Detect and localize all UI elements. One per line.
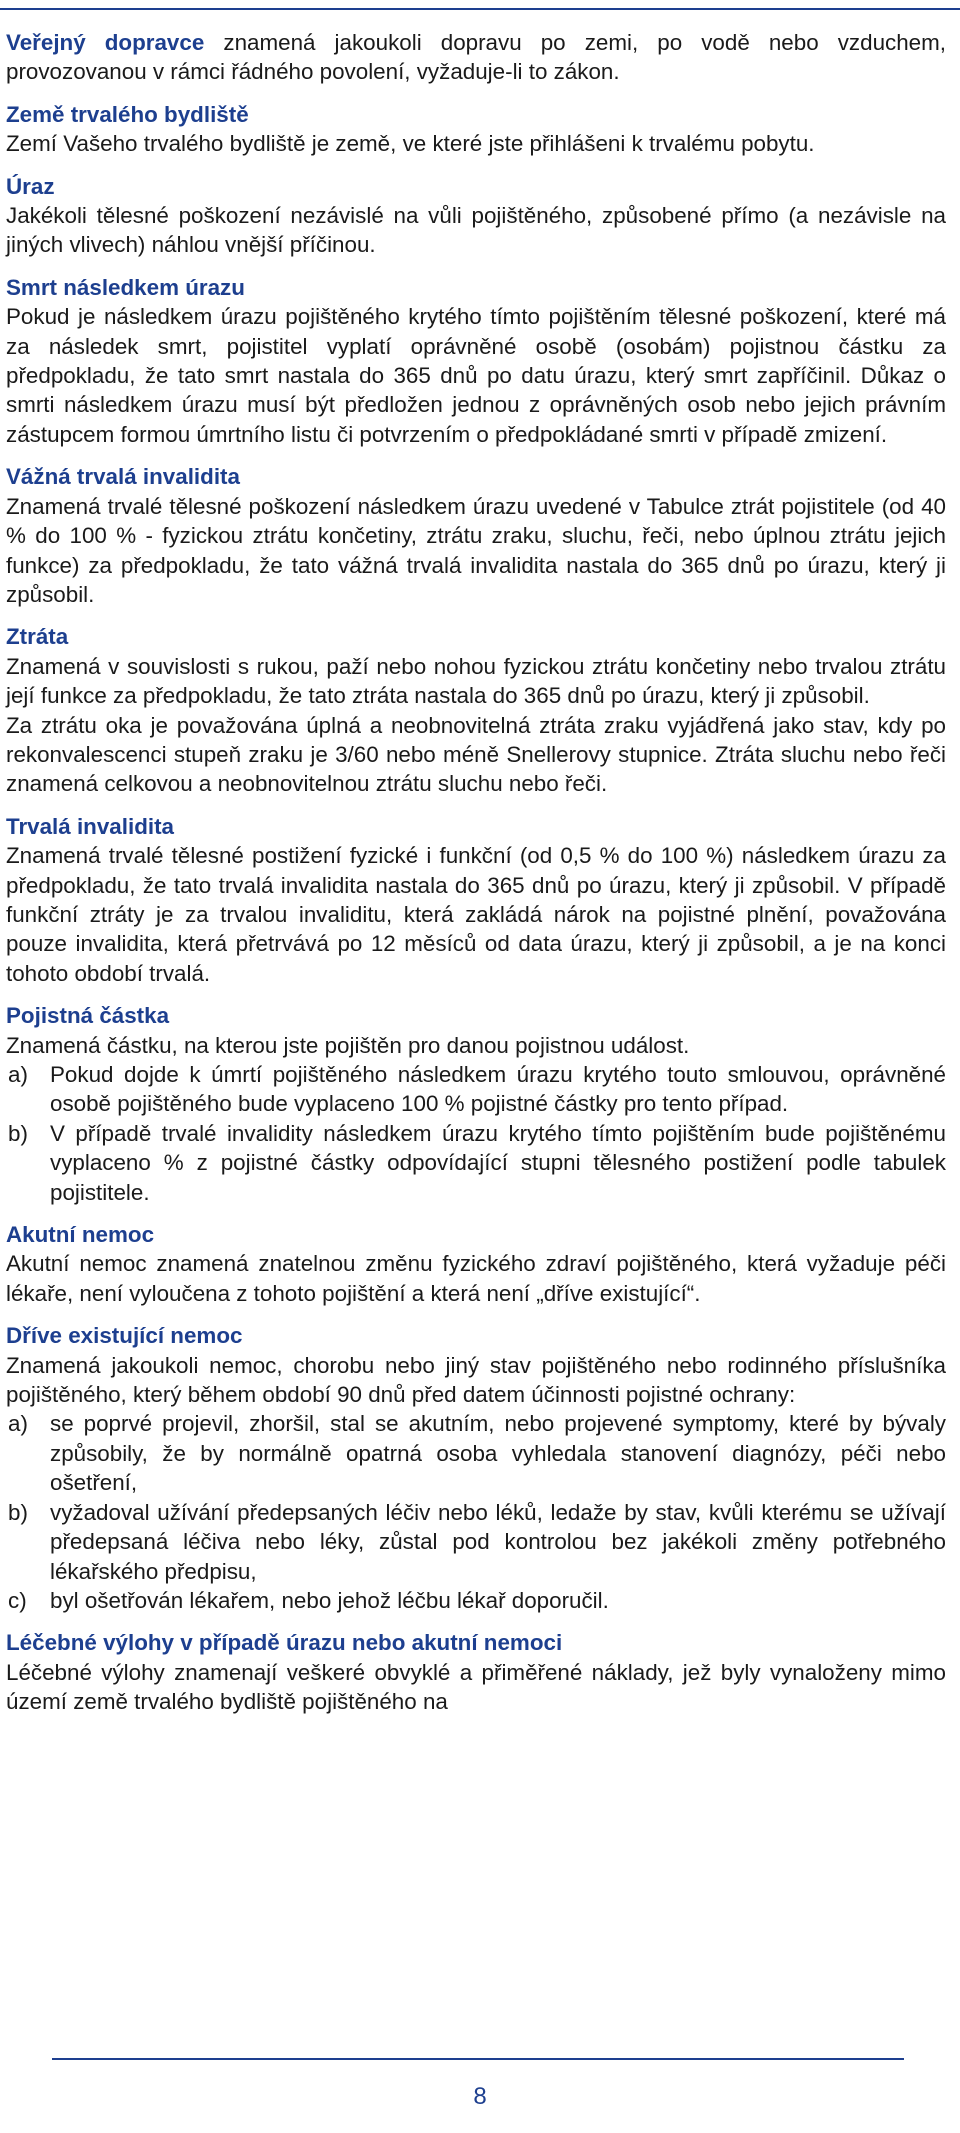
definition-list xyxy=(6,1060,946,1207)
section-uraz xyxy=(6,172,946,260)
section-verejny-dopravce xyxy=(6,28,946,87)
section-akutni-nemoc xyxy=(6,1220,946,1308)
section-paragraph: Za ztrátu oka je považována úplná a neobnovitelná ztráta zraku vyjádřená jako stav, kdy po rekonvalescenci stupeň zraku je 3/60 nebo méně Snellerovy stupnice. Ztráta sluchu nebo řeči znamená celkovou a neobnovitelnou ztrátu sluchu nebo řeči. xyxy=(6,712,946,797)
list-marker: b) xyxy=(8,1120,28,1146)
section-smrt-nasledkem-urazu xyxy=(6,273,946,449)
section-drive-existujici-nemoc xyxy=(6,1321,946,1615)
list-item: a) Pokud dojde k úmrtí pojištěného následkem úrazu krytého touto smlouvou, oprávněné osobě pojištěného bude vyplaceno 100 % pojistné částky pro tento případ. xyxy=(8,1062,946,1117)
list-marker: b) xyxy=(8,1499,28,1525)
section-paragraph: Zemí Vašeho trvalého bydliště je země, ve které jste přihlášeni k trvalému pobytu. xyxy=(6,131,815,157)
footer-rule xyxy=(52,2058,904,2060)
section-heading: Smrt následkem úrazu xyxy=(6,274,245,300)
section-ztrata xyxy=(6,622,946,798)
section-paragraph: Znamená trvalé tělesné poškození následkem úrazu uvedené v Tabulce ztrát pojistitele (od 40 % do 100 % - fyzickou ztrátu končetiny, ztrátu zraku, sluchu, řeči, nebo úplnou ztrátu jejich funkce) za předpokladu, že tato vážná trvalá invalidita nastala do 365 dnů po úrazu, který ji způsobil. xyxy=(6,493,946,607)
section-paragraph: Jakékoli tělesné poškození nezávislé na vůli pojištěného, způsobené přímo (a nezávisle na jiných vlivech) náhlou vnější příčinou. xyxy=(6,203,946,258)
page-number: 8 xyxy=(473,2083,487,2110)
section-paragraph: Znamená částku, na kterou jste pojištěn pro danou pojistnou událost. xyxy=(6,1032,690,1058)
list-item: b) V případě trvalé invalidity následkem úrazu krytého tímto pojištěním bude pojištěnému vyplaceno % z pojistné částky odpovídající stupni tělesného postižení podle tabulek pojistitele. xyxy=(8,1120,946,1205)
section-heading: Trvalá invalidita xyxy=(6,813,175,839)
section-paragraph: Akutní nemoc znamená znatelnou změnu fyzického zdraví pojištěného, která vyžaduje péči lékaře, není vyloučena z tohoto pojištění a která není „dříve existující“. xyxy=(6,1251,946,1306)
section-paragraph: Znamená trvalé tělesné postižení fyzické i funkční (od 0,5 % do 100 %) následkem úrazu za předpokladu, že tato trvalá invalidita nastala do 365 dnů po úrazu, který ji způsobil. V případě funkční ztráty je za trvalou invaliditu, která zakládá nárok na pojistné plnění, považována pouze invalidita, která přetrvává po 12 měsíců od data úrazu, který ji způsobil, a je na konci tohoto období trvalá. xyxy=(6,843,946,986)
section-heading: Pojistná částka xyxy=(6,1003,170,1029)
section-heading: Léčebné výlohy v případě úrazu nebo akutní nemoci xyxy=(6,1630,563,1656)
section-paragraph: Veřejný dopravce znamená jakoukoli dopravu po zemi, po vodě nebo vzduchem, provozovanou v rámci řádného povolení, vyžaduje-li to zákon. xyxy=(6,30,946,85)
top-rule xyxy=(0,8,960,10)
section-heading: Veřejný dopravce xyxy=(6,30,205,55)
section-pojistna-castka xyxy=(6,1001,946,1207)
list-marker: a) xyxy=(8,1062,28,1087)
section-trvala-invalidita xyxy=(6,812,946,988)
section-paragraph: Léčebné výlohy znamenají veškeré obvyklé a přiměřené náklady, jež byly vynaloženy mimo území země trvalého bydliště pojištěného na xyxy=(6,1659,946,1715)
section-paragraph: Pokud je následkem úrazu pojištěného krytého tímto pojištěním tělesné poškození, které má za následek smrt, pojistitel vyplatí oprávněné osobě (osobám) pojistnou částku za předpokladu, že tato smrt nastala do 365 dnů po datu úrazu, který smrt zapříčinil. Důkaz o smrti následkem úrazu musí být předložen jednou z oprávněných osob nebo jejich právním zástupcem formou úmrtního listu či potvrzením o předpokládané smrti v případě zmizení. xyxy=(6,304,946,447)
section-paragraph: Znamená v souvislosti s rukou, paží nebo nohou fyzickou ztrátu končetiny nebo trvalou ztrátu její funkce za předpokladu, že tato ztráta nastala do 365 dnů po úrazu, který ji způsobil. xyxy=(6,653,946,709)
list-item: c) byl ošetřován lékařem, nebo jehož léčbu lékař doporučil. xyxy=(6,1586,946,1615)
section-paragraph: Znamená jakoukoli nemoc, chorobu nebo jiný stav pojištěného nebo rodinného příslušníka pojištěného, který během období 90 dnů před datem účinnosti pojistné ochrany: xyxy=(6,1352,946,1408)
section-heading: Dříve existující nemoc xyxy=(6,1323,243,1349)
definition-list xyxy=(6,1409,946,1615)
section-lecebne-vylohy xyxy=(6,1628,946,1716)
section-heading: Vážná trvalá invalidita xyxy=(6,464,240,490)
section-heading: Ztráta xyxy=(6,624,69,650)
list-marker: c) xyxy=(8,1587,27,1613)
document-body xyxy=(6,28,946,1730)
section-heading: Úraz xyxy=(6,173,55,199)
section-zeme-trvaleho-bydliste xyxy=(6,100,946,159)
list-marker: a) xyxy=(8,1411,28,1437)
list-item: b) vyžadoval užívání předepsaných léčiv nebo léků, ledaže by stav, kvůli kterému se užívají předepsaná léčiva nebo léky, zůstal pod kontrolou bez jakékoli změny potřebného lékařského předpisu, xyxy=(8,1499,946,1584)
section-heading: Akutní nemoc xyxy=(6,1222,155,1248)
section-vazna-trvala-invalidita xyxy=(6,462,946,609)
list-item: a) se poprvé projevil, zhoršil, stal se akutním, nebo projevené symptomy, které by bývaly způsobily, že by normálně opatrná osoba vyhledala stanovení diagnózy, péči nebo ošetření, xyxy=(8,1411,946,1496)
section-heading: Země trvalého bydliště xyxy=(6,101,249,127)
